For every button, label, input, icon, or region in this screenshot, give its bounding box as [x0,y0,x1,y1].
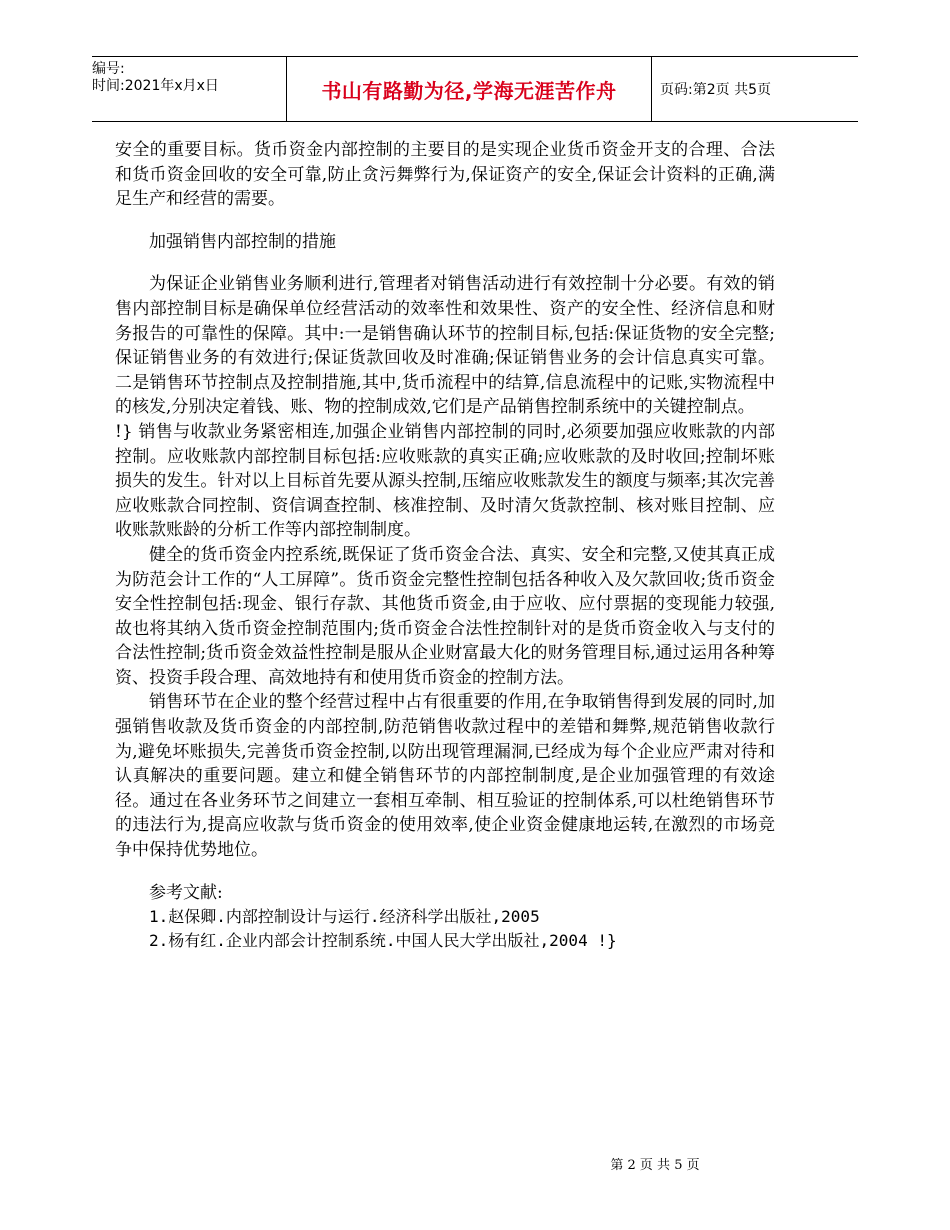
paragraph-2: 为保证企业销售业务顺利进行,管理者对销售活动进行有效控制十分必要。有效的销售内部控制目标是确保单位经营活动的效率性和效果性、资产的安全性、经济信息和财务报告的可靠性的保障。其中:一是销售确认环节的控制目标,包括:保证货物的安全完整;保证销售业务的有效进行;保证货款回收及时准确;保证销售业务的会计信息真实可靠。 二是销售环节控制点及控制措施,其中,货币流程中的结算,信息流程中的记账,实物流程中的核发,分别决定着钱、账、物的控制成效,它们是产品销售控制系统中的关键控制点。 [115,274,775,418]
header-motto: 书山有路勤为径,学海无涯苦作舟 [286,57,652,121]
page-footer: 第 2 页 共 5 页 [610,1158,700,1173]
page-header [92,56,858,122]
references-title: 参考文献: [149,882,223,903]
paragraph-3: !} 销售与收款业务紧密相连,加强企业销售内部控制的同时,必须要加强应收账款的内部控制。应收账款内部控制目标包括:应收账款的真实正确;应收账款的及时收回;控制坏账损失的发生。针对以上目标首先要从源头控制,压缩应收账款发生的额度与频率;其次完善应收账款合同控制、资信调查控制、核准控制、及时清欠货款控制、核对账目控制、应收账款账龄的分析工作等内部控制制度。 [115,421,775,541]
time-label: 时间:2021年x月x日 [92,78,219,94]
paragraph-1: 安全的重要目标。货币资金内部控制的主要目的是实现企业货币资金开支的合理、合法和货币资金回收的安全可靠,防止贪污舞弊行为,保证资产的安全,保证会计资料的正确,满足生产和经营的需要。 [115,140,775,210]
section-heading: 加强销售内部控制的措施 [149,231,336,252]
header-page-info: 页码:第2页 共5页 [660,82,771,98]
header-meta [92,57,286,121]
paragraph-4: 健全的货币资金内控系统,既保证了货币资金合法、真实、安全和完整,又使其真正成为防范会计工作的“人工屏障”。货币资金完整性控制包括各种收入及欠款回收;货币资金安全性控制包括:现金、银行存款、其他货币资金,由于应收、应付票据的变现能力较强,故也将其纳入货币资金控制范围内;货币资金合法性控制针对的是货币资金收入与支付的合法性控制;货币资金效益性控制是服从企业财富最大化的财务管理目标,通过运用各种筹资、投资手段合理、高效地持有和使用货币资金的控制方法。 [115,544,775,688]
paragraph-5: 销售环节在企业的整个经营过程中占有很重要的作用,在争取销售得到发展的同时,加强销售收款及货币资金的内部控制,防范销售收款过程中的差错和舞弊,规范销售收款行为,避免坏账损失,完善货币资金控制,以防出现管理漏洞,已经成为每个企业应严肃对待和认真解决的重要问题。建立和健全销售环节的内部控制制度,是企业加强管理的有效途径。通过在各业务环节之间建立一套相互牵制、相互验证的控制体系,可以杜绝销售环节的违法行为,提高应收款与货币资金的使用效率,使企业资金健康地运转,在激烈的市场竞争中保持优势地位。 [115,692,775,861]
reference-item: 1.赵保卿.内部控制设计与运行.经济科学出版社,2005 [149,907,540,927]
reference-item: 2.杨有红.企业内部会计控制系统.中国人民大学出版社,2004 !} [149,931,617,951]
document-body [115,138,775,953]
number-label: 编号: [92,61,125,77]
